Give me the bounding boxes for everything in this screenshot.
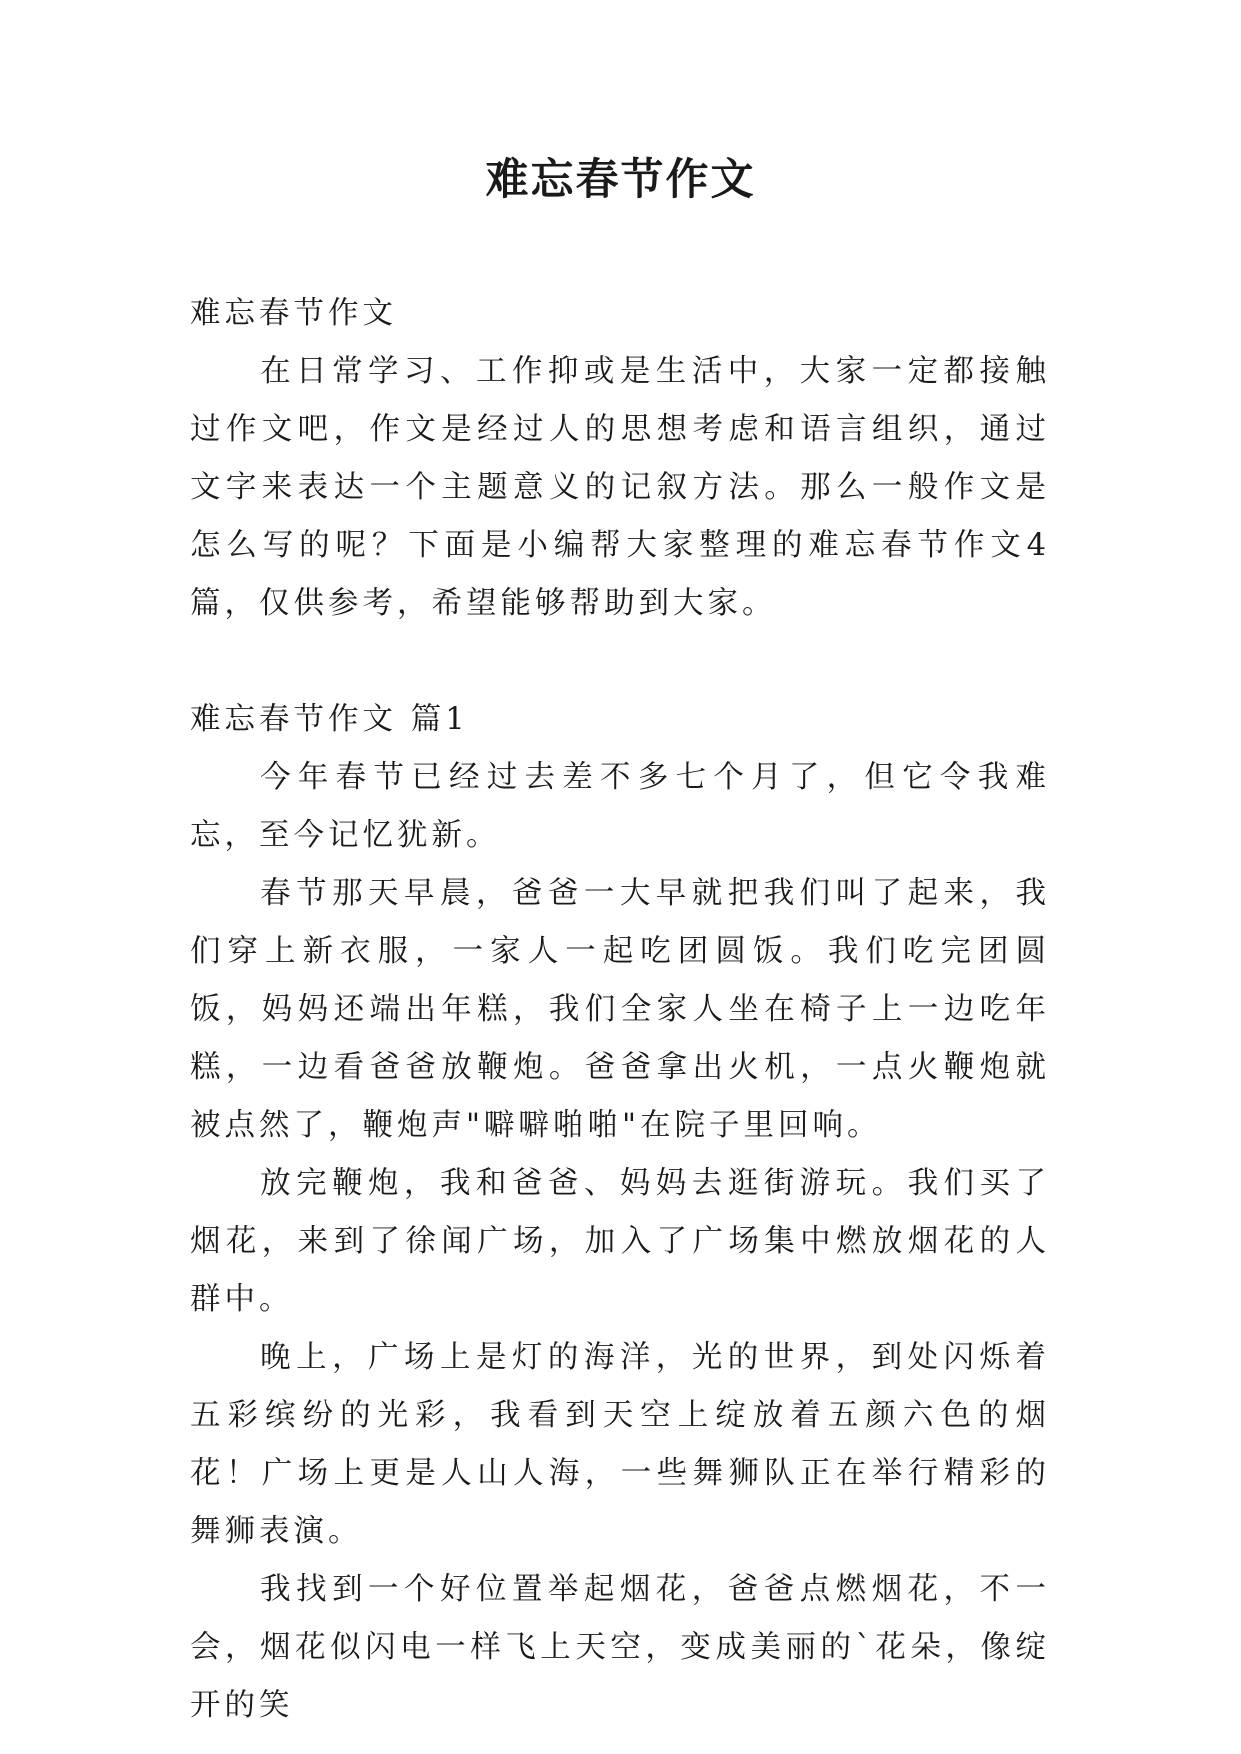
section-spacer <box>190 633 1050 691</box>
document-title: 难忘春节作文 <box>485 155 756 205</box>
body-paragraph: 我找到一个好位置举起烟花，爸爸点燃烟花，不一会，烟花似闪电一样飞上天空，变成美丽的`花朵，像绽开的笑 <box>190 1572 1050 1723</box>
body-paragraph: 春节那天早晨，爸爸一大早就把我们叫了起来，我们穿上新衣服，一家人一起吃团圆饭。我们吃完团圆饭，妈妈还端出年糕，我们全家人坐在椅子上一边吃年糕，一边看爸爸放鞭炮。爸爸拿出火机，一点火鞭炮就被点然了，鞭炮声"噼噼啪啪"在院子里回响。 <box>190 876 1050 1143</box>
body-paragraph: 今年春节已经过去差不多七个月了，但它令我难忘，至今记忆犹新。 <box>190 760 1050 853</box>
document-body <box>190 285 1050 1735</box>
document-subtitle: 难忘春节作文 <box>190 296 397 331</box>
intro-paragraph: 在日常学习、工作抑或是生活中，大家一定都接触过作文吧，作文是经过人的思想考虑和语言组织，通过文字来表达一个主题意义的记叙方法。那么一般作文是怎么写的呢？下面是小编帮大家整理的难忘春节作文4篇，仅供参考，希望能够帮助到大家。 <box>190 354 1050 621</box>
section-heading: 难忘春节作文 篇1 <box>190 702 469 737</box>
body-paragraph: 放完鞭炮，我和爸爸、妈妈去逛街游玩。我们买了烟花，来到了徐闻广场，加入了广场集中燃放烟花的人群中。 <box>190 1166 1050 1317</box>
body-paragraph: 晚上，广场上是灯的海洋，光的世界，到处闪烁着五彩缤纷的光彩，我看到天空上绽放着五颜六色的烟花！广场上更是人山人海，一些舞狮队正在举行精彩的舞狮表演。 <box>190 1340 1050 1549</box>
